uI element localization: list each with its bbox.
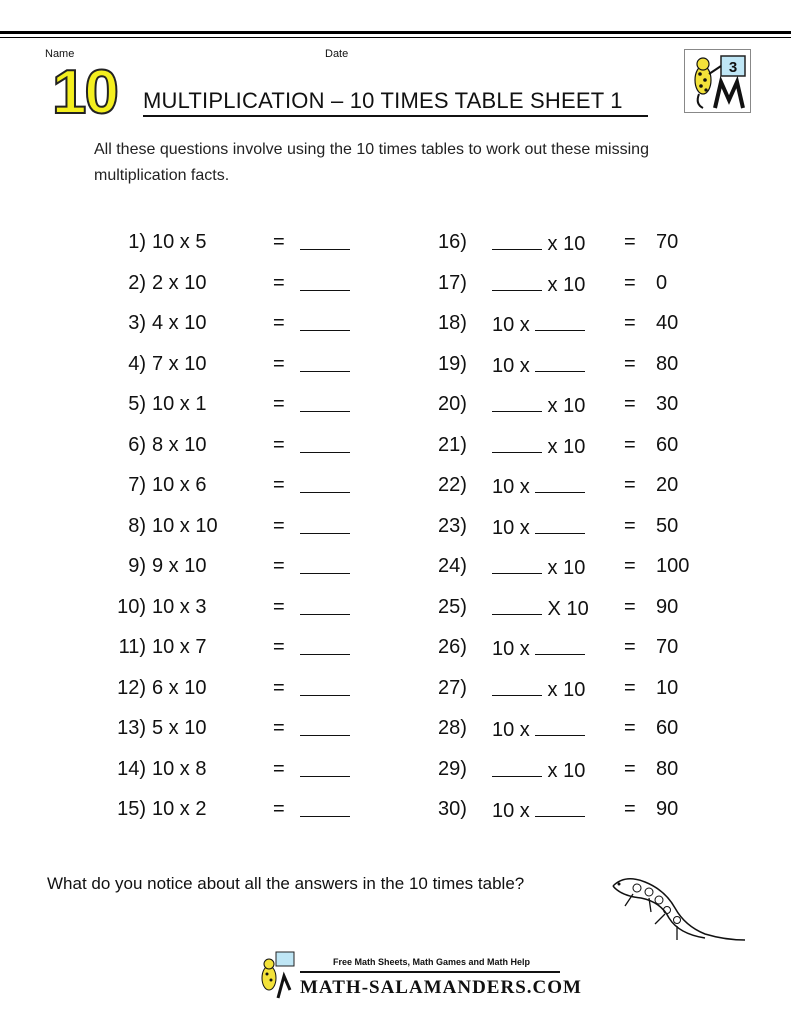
question-expression	[492, 717, 585, 742]
question-row	[98, 353, 358, 381]
answer-blank[interactable]	[300, 393, 350, 418]
footer-logo-icon	[256, 950, 298, 1000]
expression-prefix: 10 x	[492, 516, 536, 539]
answer-blank[interactable]	[492, 555, 542, 574]
question-expression: 10 x 2	[152, 798, 207, 820]
question-row	[98, 272, 358, 300]
answer-blank[interactable]	[300, 758, 350, 783]
footer-tagline: Free Math Sheets, Math Games and Math Help	[333, 957, 531, 967]
answer-blank[interactable]	[300, 515, 350, 540]
question-number: 20)	[438, 393, 467, 415]
question-number: 8)	[128, 514, 146, 537]
page-title: MULTIPLICATION – 10 TIMES TABLE SHEET 1	[143, 88, 623, 113]
question-row	[98, 555, 358, 583]
question-expression: 10 x 8	[152, 757, 207, 780]
question-expression	[492, 272, 585, 297]
equals-sign: =	[624, 798, 636, 820]
equals-sign: =	[624, 676, 636, 699]
question-expression	[492, 798, 585, 823]
answer-blank[interactable]	[492, 434, 542, 453]
question-row	[438, 312, 718, 340]
equals-sign: =	[624, 555, 636, 577]
question-number: 11)	[118, 636, 146, 658]
equals-sign: =	[624, 474, 636, 496]
question-number: 10)	[117, 595, 146, 618]
question-row	[98, 515, 358, 543]
answer-blank[interactable]	[535, 353, 585, 372]
expression-prefix: 10 x	[492, 476, 536, 498]
question-expression	[492, 515, 585, 540]
question-number: 12)	[117, 676, 146, 699]
given-answer: 70	[656, 636, 679, 658]
expression-suffix: x 10	[542, 557, 586, 579]
question-expression: 8 x 10	[152, 433, 207, 456]
question-number: 14)	[117, 757, 146, 780]
question-row	[438, 393, 718, 421]
question-row	[98, 717, 358, 745]
question-expression: 10 x 5	[152, 231, 207, 253]
question-expression	[492, 353, 585, 378]
answer-blank[interactable]	[300, 353, 350, 378]
equals-sign: =	[273, 474, 285, 496]
given-answer: 30	[656, 393, 679, 415]
question-expression	[492, 312, 585, 337]
question-number: 26)	[438, 636, 467, 658]
answer-blank[interactable]	[492, 677, 542, 696]
equals-sign: =	[273, 676, 285, 699]
given-answer: 50	[656, 514, 679, 537]
equals-sign: =	[624, 757, 636, 780]
question-row	[98, 474, 358, 502]
question-number: 19)	[438, 352, 467, 375]
question-number: 27)	[438, 676, 467, 699]
question-expression: 2 x 10	[152, 271, 207, 294]
question-row	[98, 596, 358, 624]
expression-suffix: x 10	[542, 233, 586, 255]
question-expression: 10 x 7	[152, 636, 207, 658]
expression-suffix: X 10	[542, 597, 589, 620]
answer-blank[interactable]	[535, 474, 585, 493]
date-label: Date	[325, 48, 349, 60]
answer-blank[interactable]	[300, 677, 350, 702]
answer-blank[interactable]	[535, 717, 585, 736]
question-expression: 4 x 10	[152, 312, 207, 334]
answer-blank[interactable]	[300, 312, 350, 337]
title-underline	[143, 115, 648, 117]
given-answer: 60	[656, 433, 679, 456]
question-expression: 10 x 1	[152, 393, 207, 415]
equals-sign: =	[624, 271, 636, 294]
question-expression: 10 x 3	[152, 595, 207, 618]
question-number: 5)	[128, 393, 146, 415]
given-answer: 80	[656, 352, 679, 375]
answer-blank[interactable]	[300, 717, 350, 742]
equals-sign: =	[624, 312, 636, 334]
question-expression	[492, 555, 585, 580]
equals-sign: =	[273, 433, 285, 456]
question-expression	[492, 474, 585, 499]
question-number: 6)	[128, 433, 146, 456]
question-expression: 10 x 6	[152, 474, 207, 496]
equals-sign: =	[273, 717, 285, 739]
question-expression	[492, 596, 589, 621]
question-number: 24)	[438, 555, 467, 577]
question-row	[438, 798, 718, 826]
equals-sign: =	[624, 717, 636, 739]
answer-blank[interactable]	[300, 434, 350, 459]
given-answer: 80	[656, 757, 679, 780]
question-number: 7)	[128, 474, 146, 496]
answer-blank[interactable]	[300, 231, 350, 256]
question-row	[438, 515, 718, 543]
answer-blank[interactable]	[300, 798, 350, 823]
question-row	[438, 596, 718, 624]
question-row	[98, 758, 358, 786]
question-row	[98, 434, 358, 462]
given-answer: 70	[656, 231, 679, 253]
expression-prefix: 10 x	[492, 800, 536, 822]
given-answer: 90	[656, 595, 679, 618]
question-expression	[492, 636, 585, 661]
answer-blank[interactable]	[492, 393, 542, 412]
question-row	[438, 758, 718, 786]
equals-sign: =	[273, 757, 285, 780]
question-row	[438, 677, 718, 705]
expression-suffix: x 10	[542, 759, 586, 782]
question-number: 13)	[117, 717, 146, 739]
question-expression: 9 x 10	[152, 555, 207, 577]
expression-suffix: x 10	[542, 678, 586, 701]
answer-blank[interactable]	[535, 515, 585, 534]
equals-sign: =	[273, 555, 285, 577]
logo-grade: 3	[728, 59, 738, 76]
question-number: 3)	[128, 312, 146, 334]
equals-sign: =	[624, 393, 636, 415]
question-number: 25)	[438, 595, 467, 618]
expression-prefix: 10 x	[492, 354, 536, 377]
answer-blank[interactable]	[492, 272, 542, 291]
given-answer: 10	[656, 676, 679, 699]
salamander-icon	[605, 868, 750, 948]
expression-prefix: 10 x	[492, 638, 536, 660]
question-row	[438, 636, 718, 664]
expression-prefix: 10 x	[492, 314, 536, 336]
question-number: 17)	[438, 271, 467, 294]
footer-rule	[300, 971, 560, 973]
question-number: 4)	[128, 352, 146, 375]
question-expression: 5 x 10	[152, 717, 207, 739]
question-expression: 6 x 10	[152, 676, 207, 699]
question-row	[438, 434, 718, 462]
answer-blank[interactable]	[300, 596, 350, 621]
question-number: 18)	[438, 312, 467, 334]
name-label: Name	[45, 48, 75, 60]
equals-sign: =	[273, 798, 285, 820]
question-expression	[492, 393, 585, 418]
given-answer: 40	[656, 312, 679, 334]
question-number: 28)	[438, 717, 467, 739]
question-row	[438, 272, 718, 300]
closing-question: What do you notice about all the answers in the 10 times table?	[47, 874, 525, 893]
answer-blank[interactable]	[535, 636, 585, 655]
top-rule-thin	[0, 37, 791, 38]
equals-sign: =	[624, 352, 636, 375]
times-table-number: 10	[52, 58, 117, 127]
given-answer: 90	[656, 798, 679, 820]
given-answer: 20	[656, 474, 679, 496]
equals-sign: =	[624, 636, 636, 658]
answer-blank[interactable]	[535, 798, 585, 817]
equals-sign: =	[273, 393, 285, 415]
question-number: 30)	[438, 798, 467, 820]
equals-sign: =	[273, 514, 285, 537]
question-row	[98, 231, 358, 259]
answer-blank[interactable]	[535, 312, 585, 331]
question-row	[438, 717, 718, 745]
given-answer: 100	[656, 555, 690, 577]
equals-sign: =	[273, 231, 285, 253]
question-number: 9)	[128, 555, 146, 577]
question-row	[438, 353, 718, 381]
question-number: 15)	[117, 798, 146, 820]
question-row	[98, 677, 358, 705]
question-expression	[492, 231, 585, 256]
question-number: 23)	[438, 514, 467, 537]
answer-blank[interactable]	[300, 636, 350, 661]
given-answer: 0	[656, 271, 668, 294]
equals-sign: =	[273, 352, 285, 375]
equals-sign: =	[273, 271, 285, 294]
question-row	[98, 312, 358, 340]
question-row	[438, 474, 718, 502]
given-answer: 60	[656, 717, 679, 739]
expression-prefix: 10 x	[492, 719, 536, 741]
footer-brand: MATH-SALAMANDERS.COM	[300, 977, 582, 998]
question-expression	[492, 434, 585, 459]
equals-sign: =	[624, 595, 636, 618]
question-expression: 10 x 10	[152, 514, 218, 537]
equals-sign: =	[624, 231, 636, 253]
question-row	[438, 555, 718, 583]
equals-sign: =	[273, 636, 285, 658]
question-row	[98, 636, 358, 664]
expression-suffix: x 10	[542, 435, 586, 458]
question-number: 22)	[438, 474, 467, 496]
equals-sign: =	[624, 433, 636, 456]
question-expression: 7 x 10	[152, 352, 207, 375]
answer-blank[interactable]	[492, 231, 542, 250]
equals-sign: =	[273, 595, 285, 618]
expression-suffix: x 10	[542, 395, 586, 417]
expression-suffix: x 10	[542, 273, 586, 296]
question-number: 21)	[438, 433, 467, 456]
question-number: 2)	[128, 271, 146, 294]
question-row	[98, 798, 358, 826]
answer-blank[interactable]	[300, 555, 350, 580]
answer-blank[interactable]	[300, 474, 350, 499]
question-number: 29)	[438, 757, 467, 780]
question-row	[98, 393, 358, 421]
salamander-math-logo-icon	[684, 49, 751, 113]
question-number: 1)	[128, 231, 146, 253]
answer-blank[interactable]	[492, 596, 542, 615]
top-rule	[0, 31, 791, 34]
answer-blank[interactable]	[492, 758, 542, 777]
question-number: 16)	[438, 231, 467, 253]
question-row	[438, 231, 718, 259]
equals-sign: =	[624, 514, 636, 537]
instructions: All these questions involve using the 10 times tables to work out these missing multiplication facts.	[94, 141, 649, 184]
equals-sign: =	[273, 312, 285, 334]
answer-blank[interactable]	[300, 272, 350, 297]
question-expression	[492, 758, 585, 783]
question-expression	[492, 677, 585, 702]
